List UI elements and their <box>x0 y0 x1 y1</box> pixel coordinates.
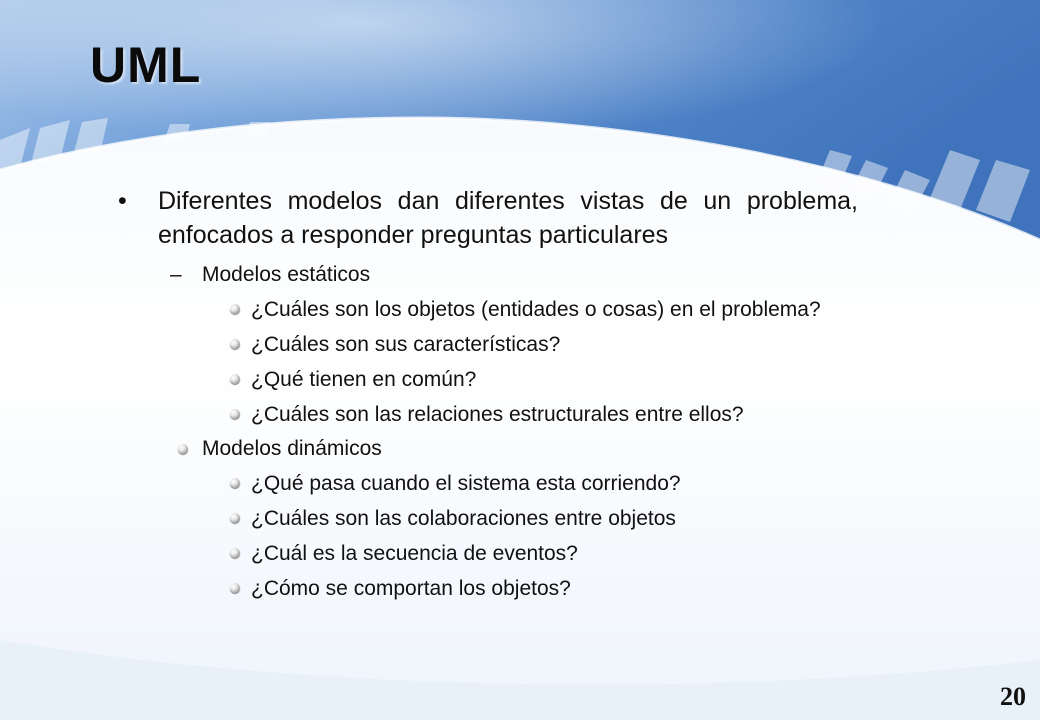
list-item-text: ¿Qué tienen en común? <box>251 368 477 391</box>
list-item <box>118 362 858 397</box>
group-static <box>118 258 858 292</box>
list-item-text: ¿Cuáles son las colaboraciones entre objetos <box>251 507 676 530</box>
sphere-bullet-icon <box>230 478 240 488</box>
sphere-bullet-icon <box>230 583 240 593</box>
sphere-bullet-icon <box>230 374 240 384</box>
list-item-text: ¿Cuáles son los objetos (entidades o cosas) en el problema? <box>251 298 821 321</box>
sphere-bullet-icon <box>230 339 240 349</box>
sphere-bullet-icon <box>230 304 240 314</box>
sphere-bullet-icon <box>178 444 188 454</box>
list-item <box>118 292 858 327</box>
group-dynamic <box>118 432 858 466</box>
list-item-text: ¿Cuáles son sus características? <box>251 333 561 356</box>
bullet-marker: • <box>118 187 127 215</box>
slide-body <box>118 184 858 606</box>
group-label: Modelos estáticos <box>202 263 371 286</box>
list-item-text: ¿Cuáles son las relaciones estructurales entre ellos? <box>251 403 744 426</box>
list-item-text: ¿Qué pasa cuando el sistema esta corriendo? <box>251 472 681 495</box>
slide-title: UML <box>90 37 202 93</box>
list-item <box>118 397 858 432</box>
list-item <box>118 536 858 571</box>
list-item <box>118 571 858 606</box>
sphere-bullet-icon <box>230 548 240 558</box>
main-bullet-text: Diferentes modelos dan diferentes vistas de un problema, enfocados a responder preguntas particulares <box>158 187 858 249</box>
page-number: 20 <box>1000 682 1026 711</box>
list-item <box>118 466 858 501</box>
list-item <box>118 501 858 536</box>
sphere-bullet-icon <box>230 409 240 419</box>
main-bullet <box>118 184 858 252</box>
group-label: Modelos dinámicos <box>202 437 382 460</box>
list-item <box>118 327 858 362</box>
sphere-bullet-icon <box>230 513 240 523</box>
list-item-text: ¿Cómo se comportan los objetos? <box>251 577 571 600</box>
list-item-text: ¿Cuál es la secuencia de eventos? <box>251 542 578 565</box>
dash-marker: – <box>170 263 182 286</box>
